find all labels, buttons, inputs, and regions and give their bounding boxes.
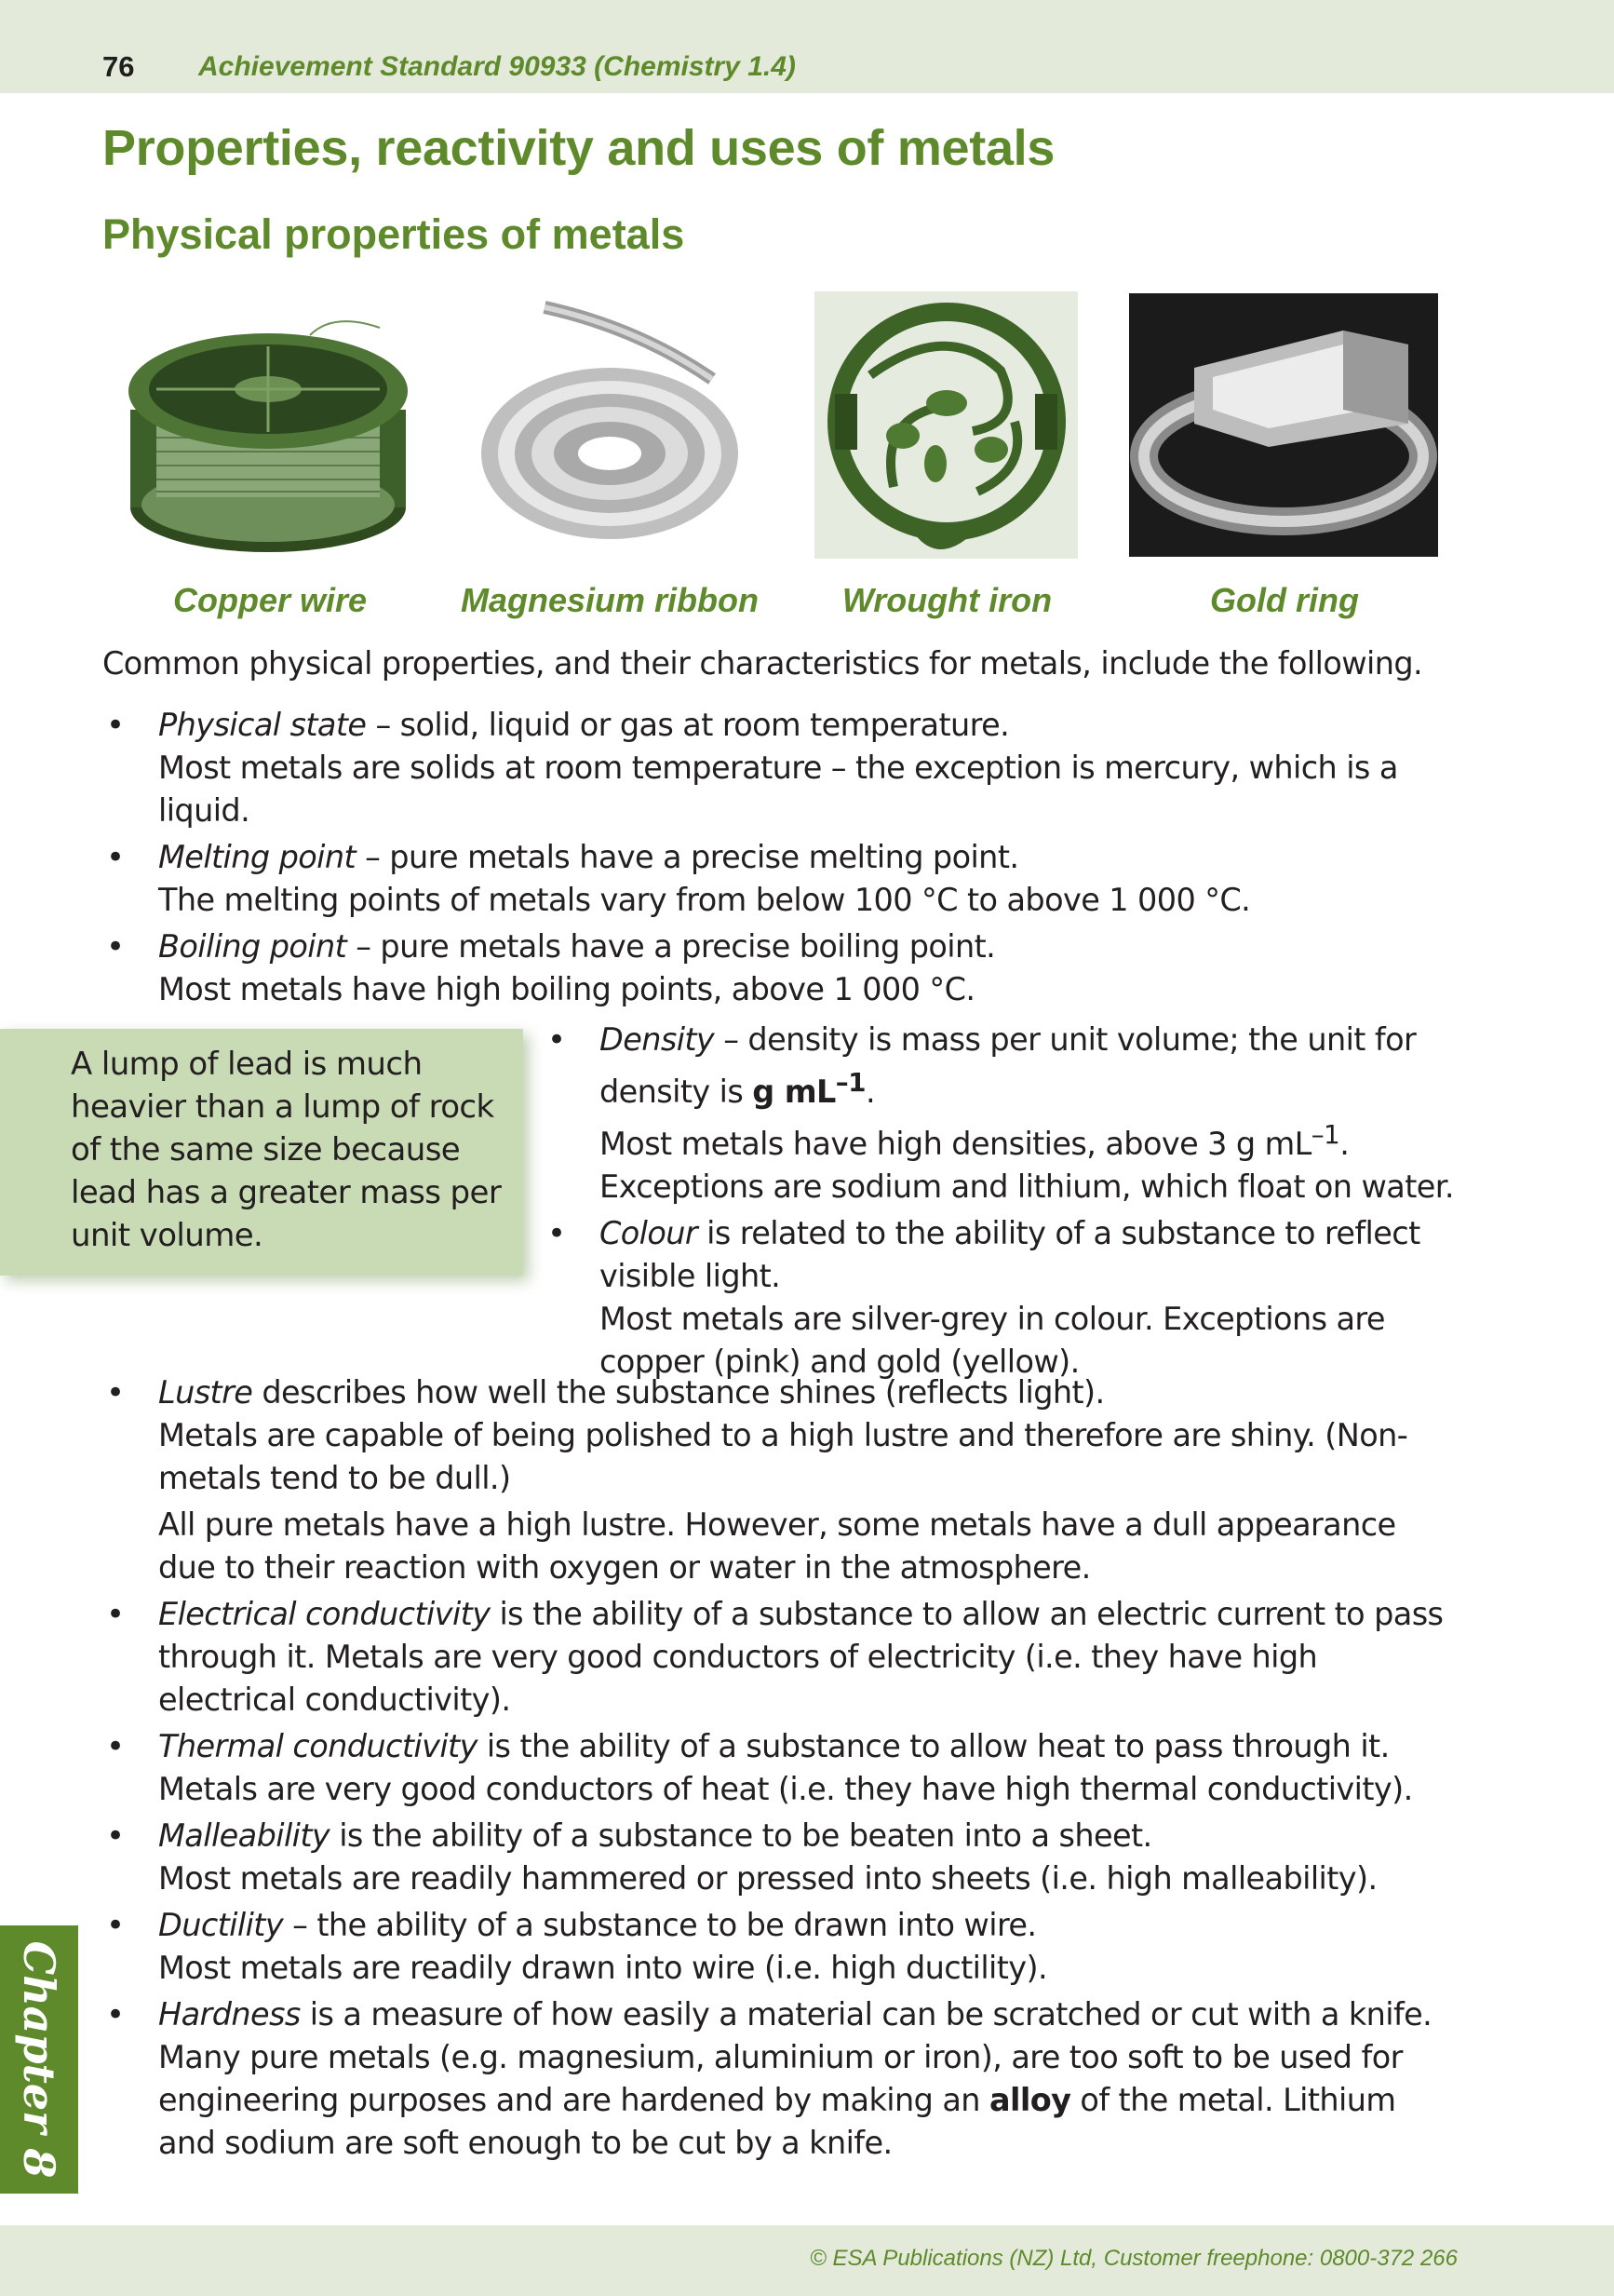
photo-caption: Wrought iron: [841, 581, 1053, 619]
density-unit: g mL: [752, 1074, 836, 1111]
page-number: 76: [102, 50, 135, 83]
magnesium-ribbon-coil-photo: [470, 290, 749, 560]
property-detail: Many pure metals (e.g. magnesium, aluminium or iron), are too soft to be used for engineering purposes and are hardened by making an: [158, 2039, 1403, 2118]
property-term: Lustre: [158, 1374, 253, 1411]
property-text: – pure metals have a precise boiling point.: [346, 928, 996, 965]
intro-text: Common physical properties, and their characteristics for metals, include the following.: [102, 645, 1423, 682]
property-text: is the ability of a substance to be beaten into a sheet.: [330, 1817, 1152, 1854]
property-text: – solid, liquid or gas at room temperature.: [366, 707, 1010, 743]
property-text: is the ability of a substance to allow heat to pass through it.: [477, 1728, 1390, 1764]
property-term: Thermal conductivity: [158, 1728, 477, 1764]
density-unit-exponent: –1: [835, 1067, 866, 1098]
density-detail-exponent: –1: [1311, 1119, 1340, 1151]
list-item: [102, 1593, 1461, 1722]
property-term: Malleability: [158, 1817, 330, 1854]
property-text: – the ability of a substance to be drawn into wire.: [283, 1907, 1037, 1943]
list-item: [102, 1904, 1461, 1990]
property-detail: Most metals are readily hammered or pressed into sheets (i.e. high malleability).: [158, 1860, 1378, 1897]
list-item: [544, 1019, 1474, 1209]
property-list: [102, 704, 1461, 1015]
property-detail: Most metals have high boiling points, above 1 000 °C.: [158, 971, 975, 1007]
property-text: – pure metals have a precise melting point.: [356, 839, 1019, 875]
property-term: Boiling point: [158, 928, 347, 965]
list-item: [102, 1815, 1461, 1900]
property-text: is related to the ability of a substance to reflect visible light.: [599, 1215, 1420, 1295]
list-item: [102, 1993, 1461, 2165]
alloy-term: alloy: [989, 2082, 1071, 2118]
list-item: [102, 836, 1461, 922]
photo-caption: Gold ring: [1210, 581, 1359, 619]
property-term: Colour: [599, 1215, 698, 1252]
sidebox-note: A lump of lead is much heavier than a lump of rock of the same size because lead has a greater mass per unit volume.: [71, 1046, 502, 1254]
photo-caption: Magnesium ribbon: [461, 581, 760, 619]
property-list: [102, 1371, 1461, 2168]
property-text: is a measure of how easily a material can be scratched or cut with a knife.: [300, 1996, 1432, 2033]
property-term: Density: [599, 1021, 715, 1058]
list-item: [102, 1725, 1461, 1811]
property-term: Hardness: [158, 1996, 301, 2033]
copper-wire-spool-photo: [119, 307, 417, 559]
standard-title: Achievement Standard 90933 (Chemistry 1.4): [198, 51, 796, 82]
list-item: [102, 925, 1461, 1011]
property-term: Physical state: [158, 707, 367, 743]
property-text: describes how well the substance shines (reflects light).: [252, 1374, 1105, 1411]
gold-ring-photo: [1129, 293, 1438, 557]
property-list: [544, 1019, 1474, 1387]
property-detail: Metals are very good conductors of heat (i.e. they have high thermal conductivity).: [158, 1771, 1413, 1807]
property-detail-end: of the metal. Lithium and sodium are soft enough to be cut by a knife.: [158, 2082, 1396, 2161]
list-item: [102, 704, 1461, 832]
property-detail: Most metals are solids at room temperature – the exception is mercury, which is a liquid.: [158, 750, 1398, 829]
property-detail-2: All pure metals have a high lustre. However, some metals have a dull appearance due to their reaction with oxygen or water in the atmosphere.: [158, 1506, 1396, 1586]
property-text: is the ability of a substance to allow an electric current to pass through it. Metals are very good conductors of electricity (i.e. they have high electrical conductivity).: [158, 1596, 1444, 1718]
section-title: Physical properties of metals: [102, 210, 685, 258]
property-detail: Metals are capable of being polished to a high lustre and therefore are shiny. (Non-metals tend to be dull.): [158, 1417, 1408, 1496]
property-text: – density is mass per unit volume; the unit for density is: [599, 1021, 1417, 1111]
property-term: Ductility: [158, 1907, 284, 1943]
photo-caption: Copper wire: [172, 581, 368, 619]
property-text-end: .: [865, 1074, 876, 1111]
property-term: Melting point: [158, 839, 356, 875]
property-detail: Most metals are readily drawn into wire (i.e. high ductility).: [158, 1950, 1048, 1986]
property-detail-end: .: [1339, 1126, 1350, 1163]
property-detail: Most metals have high densities, above 3 g mL: [599, 1126, 1311, 1163]
list-item: [544, 1212, 1474, 1384]
intro-paragraph: [102, 642, 1499, 685]
property-detail: Most metals are silver-grey in colour. Exceptions are copper (pink) and gold (yellow).: [599, 1301, 1385, 1381]
page-title: Properties, reactivity and uses of metals: [102, 120, 1056, 176]
property-detail-2: Exceptions are sodium and lithium, which float on water.: [599, 1168, 1454, 1206]
property-detail: The melting points of metals vary from below 100 °C to above 1 000 °C.: [158, 882, 1251, 918]
wrought-iron-ornament-photo: [814, 291, 1078, 559]
property-term: Electrical conductivity: [158, 1596, 491, 1632]
list-item: [102, 1371, 1461, 1589]
chapter-label: Chapter 8: [14, 1940, 64, 2179]
footer-text: © ESA Publications (NZ) Ltd, Customer freephone: 0800-372 266: [810, 2246, 1458, 2271]
